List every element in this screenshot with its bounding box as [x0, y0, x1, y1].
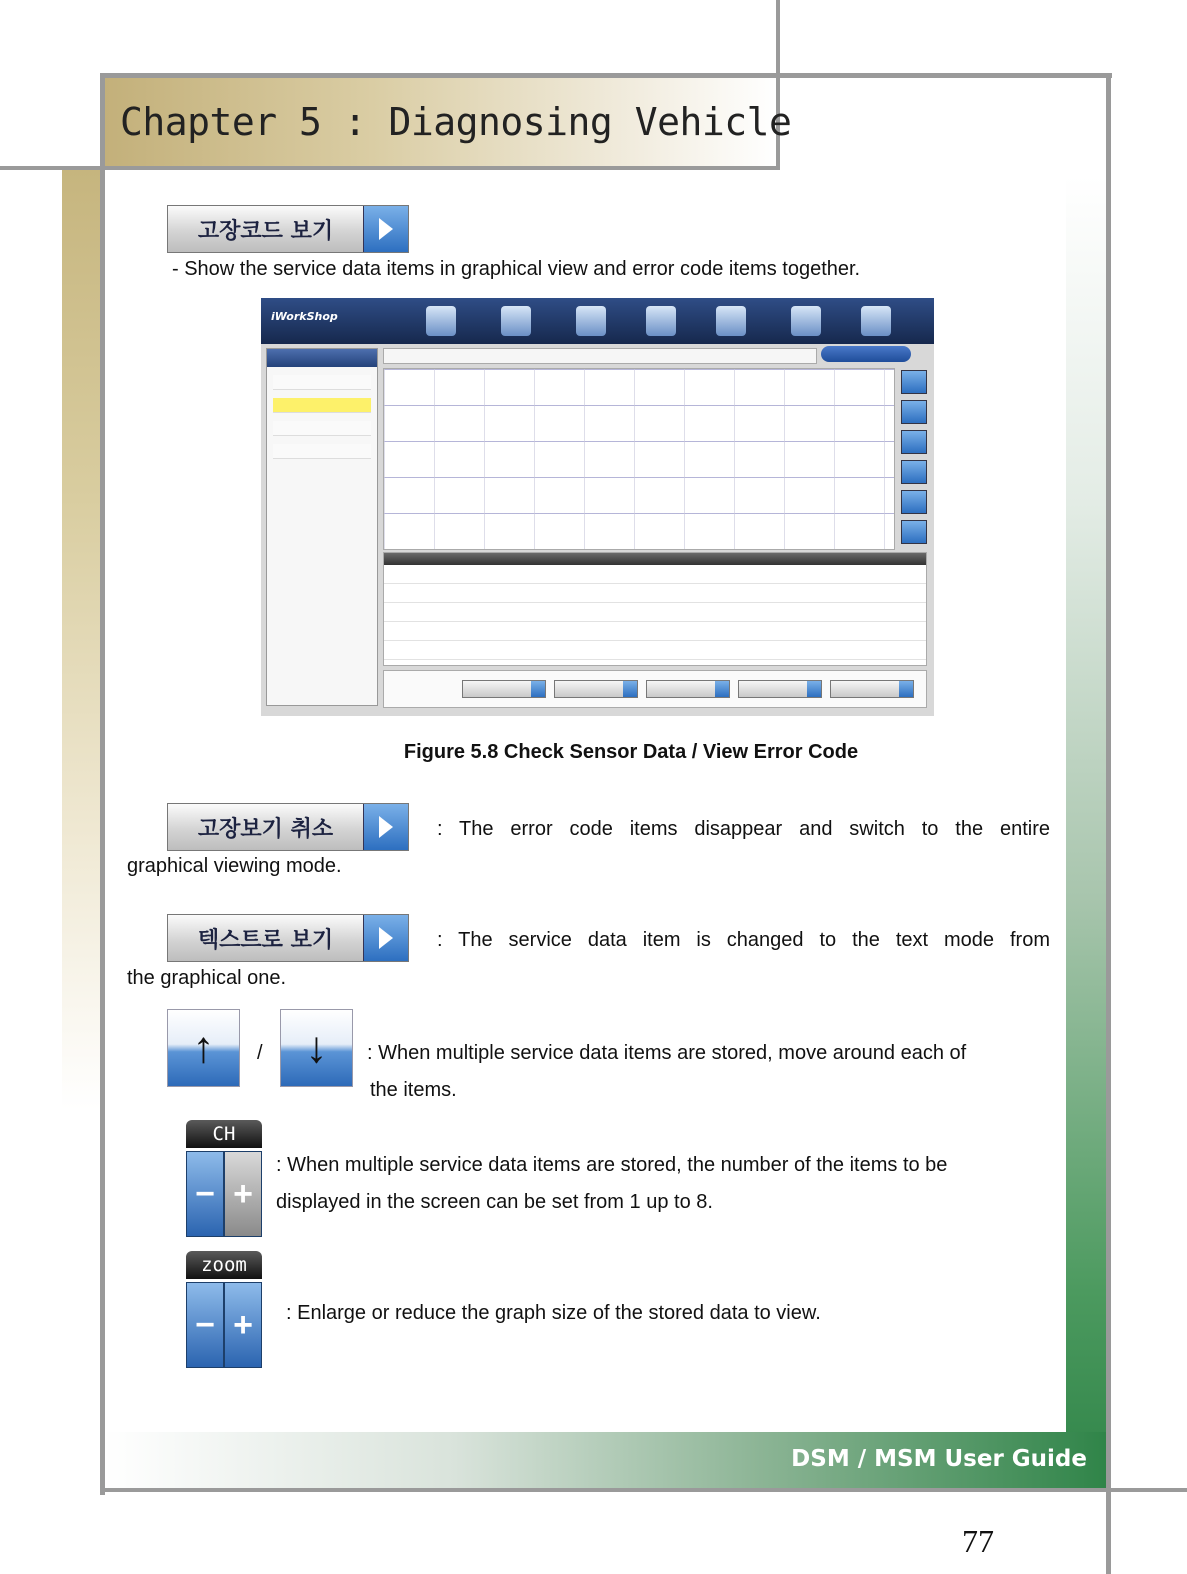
arrow-up-icon[interactable]: ↑: [167, 1009, 240, 1087]
app-breadcrumb: [383, 348, 817, 364]
arrow-down-icon[interactable]: ↓: [280, 1009, 353, 1087]
button-label: 텍스트로 보기: [168, 915, 363, 961]
intro-description: - Show the service data items in graphical view and error code items together.: [172, 258, 861, 280]
item-description-first-line: : The service data item is changed to the text mode from: [437, 929, 1050, 951]
cancel-error-view-button[interactable]: [167, 803, 409, 851]
app-bottom-buttons: [383, 670, 927, 708]
nav-icon: [646, 306, 676, 336]
channel-control: [186, 1120, 262, 1237]
figure-screenshot: [261, 298, 934, 716]
nav-icon: [576, 306, 606, 336]
frame-line: [100, 1488, 1187, 1492]
nav-icon: [426, 306, 456, 336]
figure-caption: Figure 5.8 Check Sensor Data / View Error Code: [403, 741, 859, 763]
arrow-separator: /: [257, 1042, 263, 1064]
zoom-in-button[interactable]: +: [224, 1282, 262, 1368]
view-as-text-button[interactable]: [167, 914, 409, 962]
play-arrow-icon: [363, 206, 408, 252]
arrows-description-first-line: : When multiple service data items are stored, move around each of: [367, 1042, 967, 1064]
view-error-code-button[interactable]: [167, 205, 409, 253]
guide-title: DSM / MSM User Guide: [791, 1446, 1087, 1472]
item-description-rest: the graphical one.: [127, 967, 287, 989]
channel-description-rest: displayed in the screen can be set from 1 up to 8.: [276, 1191, 713, 1213]
sensor-graph-area: [383, 368, 895, 550]
nav-icon: [501, 306, 531, 336]
frame-line: [0, 166, 780, 170]
frame-line: [1106, 73, 1111, 1574]
item-description-rest: graphical viewing mode.: [127, 855, 342, 877]
app-toolbar: [261, 298, 934, 344]
zoom-control: [186, 1251, 262, 1368]
play-arrow-icon: [363, 804, 408, 850]
graph-side-controls: [901, 370, 927, 548]
error-code-table: [383, 552, 927, 666]
play-arrow-icon: [363, 915, 408, 961]
zoom-label: zoom: [186, 1251, 262, 1279]
frame-line: [100, 73, 1112, 78]
arrows-description-rest: the items.: [370, 1079, 457, 1101]
nav-icon: [861, 306, 891, 336]
button-label: 고장코드 보기: [168, 206, 363, 252]
gold-side-band: [62, 170, 104, 1110]
page-number: 77: [962, 1523, 994, 1559]
item-description-first-line: : The error code items disappear and switch to the entire: [437, 818, 1050, 840]
app-top-button: [821, 346, 911, 362]
channel-minus-button[interactable]: −: [186, 1151, 224, 1237]
channel-plus-button[interactable]: +: [224, 1151, 262, 1237]
chapter-title: Chapter 5 : Diagnosing Vehicle: [120, 100, 792, 144]
app-brand: iWorkShop: [271, 310, 338, 323]
frame-line: [100, 73, 105, 1495]
channel-label: CH: [186, 1120, 262, 1148]
zoom-description: : Enlarge or reduce the graph size of the stored data to view.: [286, 1302, 821, 1324]
frame-line: [776, 0, 780, 170]
button-label: 고장보기 취소: [168, 804, 363, 850]
zoom-out-button[interactable]: −: [186, 1282, 224, 1368]
app-sidebar: [266, 348, 378, 706]
green-side-band: [1066, 176, 1108, 1488]
nav-icon: [791, 306, 821, 336]
channel-description-first-line: : When multiple service data items are stored, the number of the items to be: [276, 1154, 948, 1176]
nav-icon: [716, 306, 746, 336]
